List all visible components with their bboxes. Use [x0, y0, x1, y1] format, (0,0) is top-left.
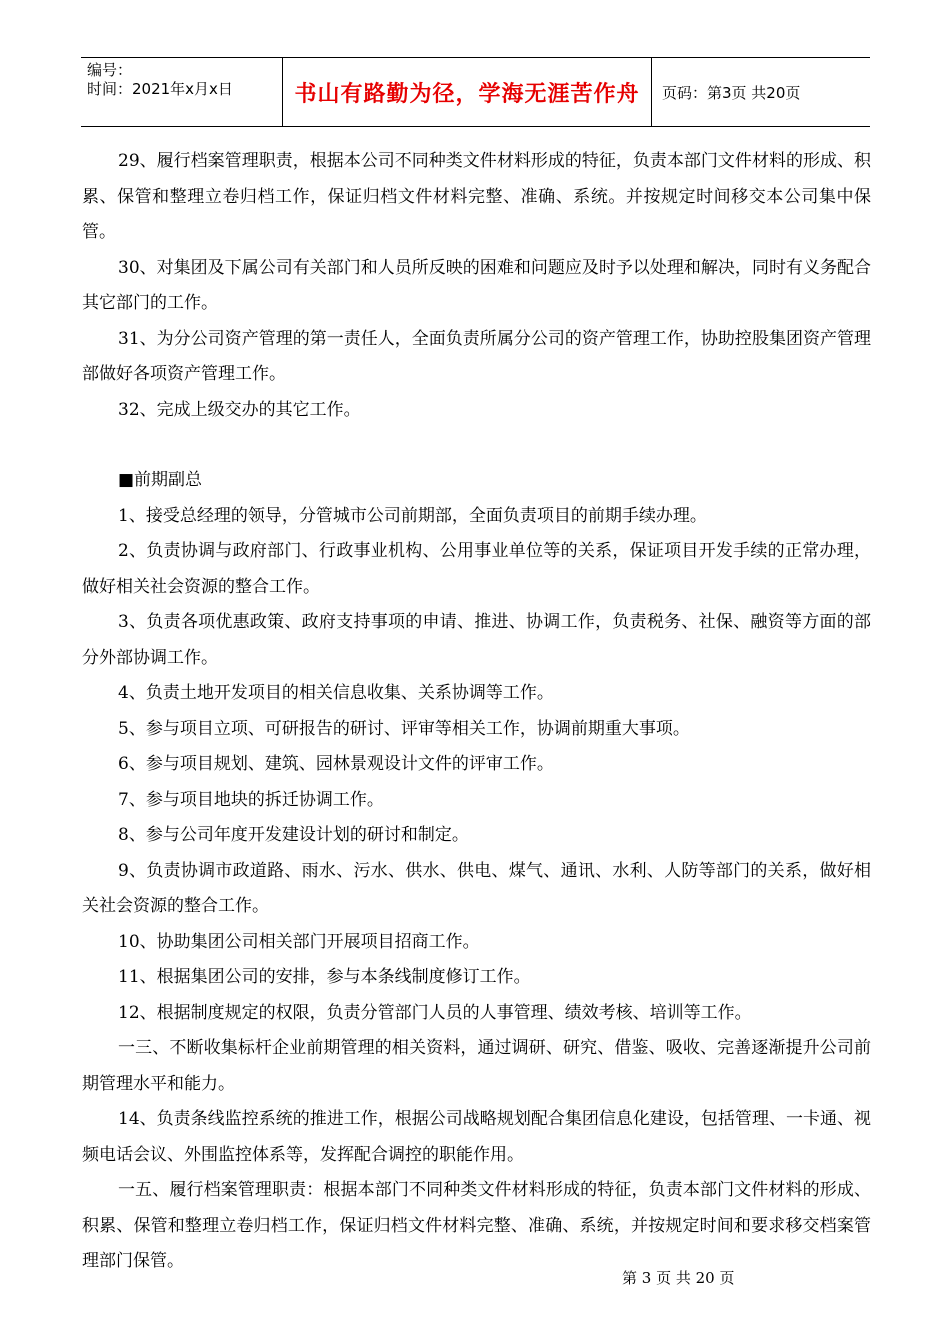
- paragraph: 32、完成上级交办的其它工作。: [118, 399, 361, 420]
- page-footer: 第 3 页 共 20 页: [622, 1269, 735, 1287]
- paragraph: 一三、不断收集标杆企业前期管理的相关资料，通过调研、研究、借鉴、吸收、完善逐渐提升公司前期管理水平和能力。: [82, 1038, 871, 1094]
- document-body: [82, 144, 871, 1280]
- paragraph: 3、负责各项优惠政策、政府支持事项的申请、推进、协调工作，负责税务、社保、融资等方面的部分外部协调工作。: [82, 612, 871, 668]
- paragraph: 11、根据集团公司的安排，参与本条线制度修订工作。: [118, 967, 531, 987]
- header-motto: 书山有路勤为径，学海无涯苦作舟: [282, 58, 652, 126]
- paragraph: 30、对集团及下属公司有关部门和人员所反映的困难和问题应及时予以处理和解决，同时有义务配合其它部门的工作。: [82, 257, 871, 313]
- section-heading: ■前期副总: [118, 470, 203, 490]
- header-meta-cell: [81, 58, 282, 126]
- paragraph: 9、负责协调市政道路、雨水、污水、供水、供电、煤气、通讯、水利、人防等部门的关系，做好相关社会资源的整合工作。: [82, 860, 871, 916]
- paragraph: 4、负责土地开发项目的相关信息收集、关系协调等工作。: [118, 683, 554, 703]
- document-header: [81, 57, 870, 127]
- paragraph: 29、履行档案管理职责，根据本公司不同种类文件材料形成的特征，负责本部门文件材料的形成、积累、保管和整理立卷归档工作，保证归档文件材料完整、准确、系统。并按规定时间移交本公司集中保管。: [82, 151, 871, 242]
- paragraph: 7、参与项目地块的拆迁协调工作。: [118, 789, 384, 810]
- document-date-label: 时间：2021年x月x日: [87, 80, 233, 98]
- paragraph: 2、负责协调与政府部门、行政事业机构、公用事业单位等的关系，保证项目开发手续的正常办理，做好相关社会资源的整合工作。: [82, 541, 871, 597]
- paragraph: 5、参与项目立项、可研报告的研讨、评审等相关工作，协调前期重大事项。: [118, 718, 690, 739]
- paragraph: 10、协助集团公司相关部门开展项目招商工作。: [118, 931, 480, 952]
- paragraph: 1、接受总经理的领导，分管城市公司前期部，全面负责项目的前期手续办理。: [118, 505, 707, 526]
- paragraph: 12、根据制度规定的权限，负责分管部门人员的人事管理、绩效考核、培训等工作。: [118, 1002, 752, 1023]
- section-spacer: [82, 428, 871, 463]
- paragraph: 31、为分公司资产管理的第一责任人，全面负责所属分公司的资产管理工作，协助控股集团资产管理部做好各项资产管理工作。: [82, 328, 871, 384]
- paragraph: 8、参与公司年度开发建设计划的研讨和制定。: [118, 825, 469, 845]
- header-page-info: 页码：第3页 共20页: [662, 83, 801, 102]
- document-number-label: 编号：: [87, 61, 133, 79]
- paragraph: 6、参与项目规划、建筑、园林景观设计文件的评审工作。: [118, 754, 554, 774]
- paragraph: 一五、履行档案管理职责：根据本部门不同种类文件材料形成的特征，负责本部门文件材料的形成、积累、保管和整理立卷归档工作，保证归档文件材料完整、准确、系统，并按规定时间和要求移交档案管理部门保管。: [82, 1180, 871, 1271]
- paragraph: 14、负责条线监控系统的推进工作，根据公司战略规划配合集团信息化建设，包括管理、一卡通、视频电话会议、外围监控体系等，发挥配合调控的职能作用。: [82, 1109, 871, 1165]
